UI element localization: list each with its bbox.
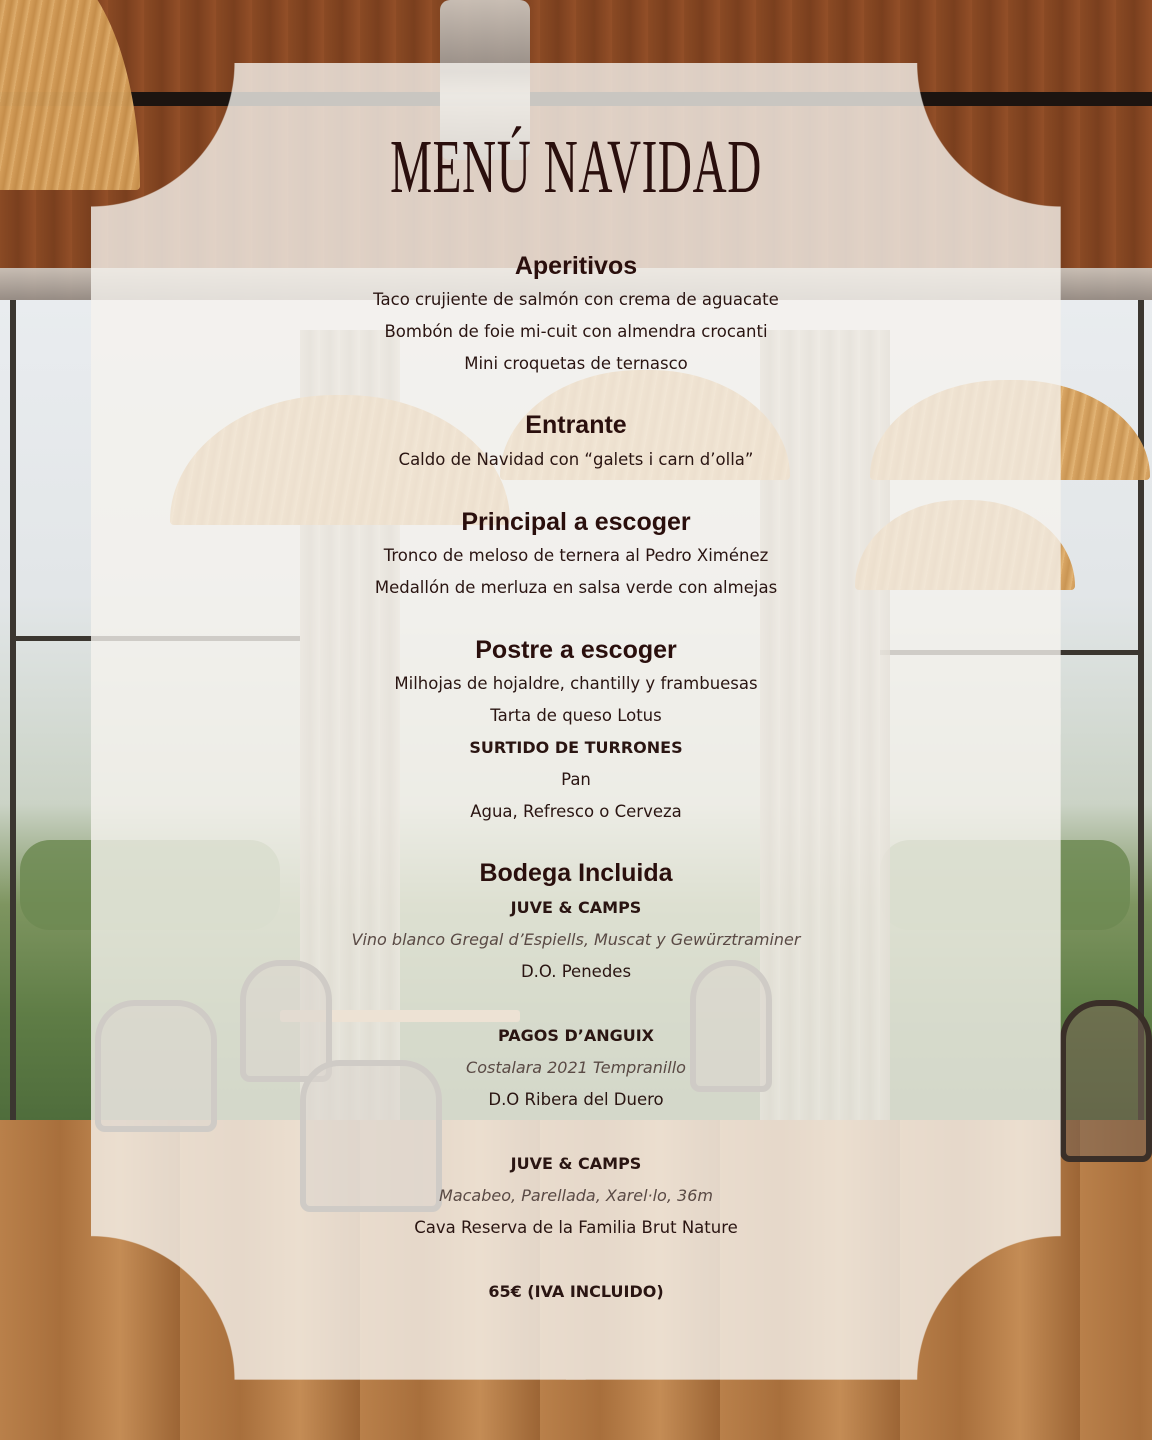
wine-description: Vino blanco Gregal d’Espiells, Muscat y Gewürztraminer bbox=[351, 930, 801, 949]
menu-item: Bombón de foie mi-cuit con almendra crocanti bbox=[384, 322, 768, 341]
menu-item: Tronco de meloso de ternera al Pedro Ximénez bbox=[383, 546, 769, 565]
section-heading-principal: Principal a escoger bbox=[461, 508, 691, 536]
section-heading-aperitivos: Aperitivos bbox=[514, 252, 638, 280]
section-heading-bodega: Bodega Incluida bbox=[479, 859, 673, 887]
wine-origin: D.O. Penedes bbox=[520, 962, 632, 981]
wine-origin: Cava Reserva de la Familia Brut Nature bbox=[414, 1218, 738, 1237]
menu-item: Agua, Refresco o Cerveza bbox=[470, 802, 682, 821]
menu-title: MENÚ NAVIDAD bbox=[390, 125, 762, 209]
turrones-label: SURTIDO DE TURRONES bbox=[469, 738, 683, 757]
price-label: 65€ (IVA INCLUIDO) bbox=[488, 1282, 664, 1301]
menu-item: Caldo de Navidad con “galets i carn d’olla” bbox=[398, 450, 754, 469]
winery-name: JUVE & CAMPS bbox=[510, 898, 642, 917]
wine-description: Macabeo, Parellada, Xarel·lo, 36m bbox=[439, 1186, 713, 1205]
menu-item: Medallón de merluza en salsa verde con almejas bbox=[374, 578, 778, 597]
menu-item: Tarta de queso Lotus bbox=[490, 706, 662, 725]
winery-name: JUVE & CAMPS bbox=[510, 1154, 642, 1173]
menu-item: Mini croquetas de ternasco bbox=[464, 354, 688, 373]
menu-item: Pan bbox=[561, 770, 591, 789]
section-heading-postre: Postre a escoger bbox=[475, 636, 677, 664]
section-heading-entrante: Entrante bbox=[525, 411, 627, 439]
wine-origin: D.O Ribera del Duero bbox=[488, 1090, 664, 1109]
menu-item: Milhojas de hojaldre, chantilly y frambuesas bbox=[394, 674, 758, 693]
wine-description: Costalara 2021 Tempranillo bbox=[466, 1058, 686, 1077]
menu-item: Taco crujiente de salmón con crema de aguacate bbox=[373, 290, 779, 309]
winery-name: PAGOS D’ANGUIX bbox=[497, 1026, 654, 1045]
